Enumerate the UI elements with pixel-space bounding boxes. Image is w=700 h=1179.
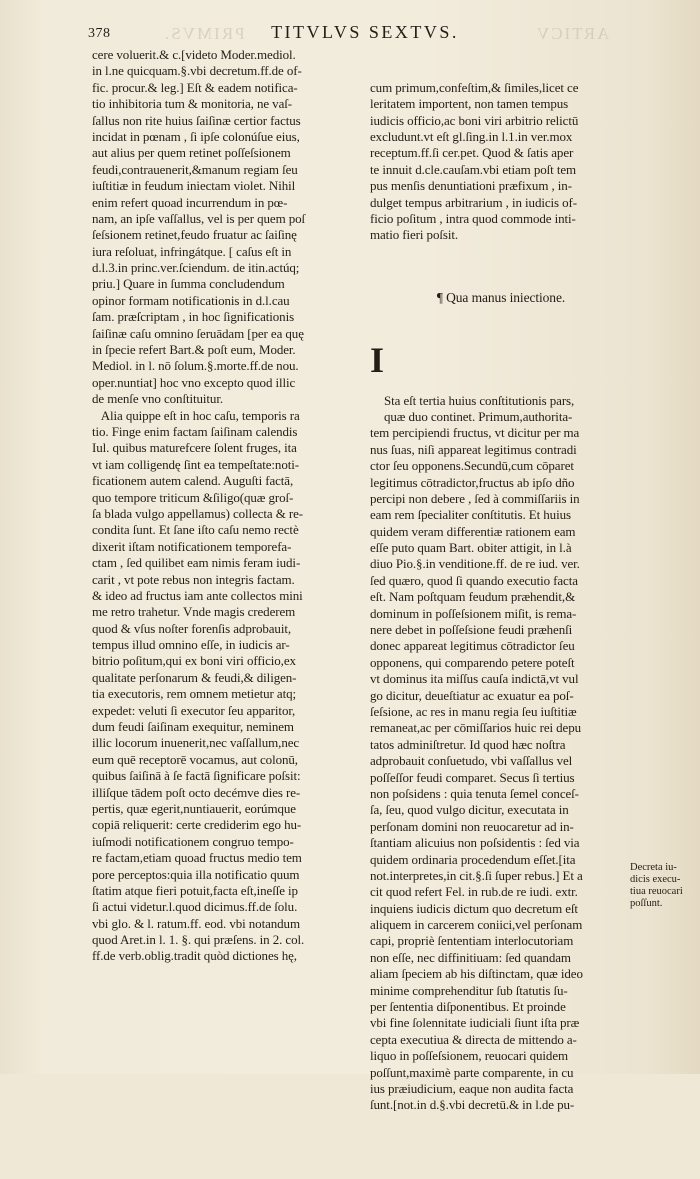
text-line: & ideo ad fructus iam ante collectos mini [92, 587, 303, 603]
text-line: aliam ſpeciem ab his diſtinctam, quæ ideo [370, 966, 583, 982]
text-line: go dicitur, deueſtiatur ac exuatur ea poſ- [370, 687, 574, 703]
text-line: leritatem importent, non tamen tempus [370, 96, 569, 112]
page-header [85, 22, 645, 44]
text-line: non eſſe, nec diffinitiuam: ſed quandam [370, 949, 571, 965]
text-line: receptum.ff.ſi cer.pet. Quod & ſatis aper [370, 145, 574, 161]
text-line: capi, propriè ſententiam interlocutoriam [370, 933, 574, 949]
text-line: opinor formam notificationis in d.l.cau [92, 292, 290, 308]
text-line: donec appareat legitimus cōtradictor ſeu [370, 638, 575, 654]
text-line: quidem ordinaria procedendum eſſet.[ita [370, 851, 576, 867]
text-line: quibus ſaiſinā à ſe factā ſignificare poſsit: [92, 768, 301, 784]
text-line: vt iam colligendę ſint ea tempeſtate:noti- [92, 456, 299, 472]
text-line: ius præiudicium, eaque non audita facta [370, 1080, 574, 1096]
text-line: aliquem in carcerem coniici,vel perſonam [370, 917, 583, 933]
text-line: illic locorum inuenerit,nec vaſſallum,nec [92, 735, 300, 751]
text-line: ſi actui videtur.l.quod dicimus.ff.de ſolu. [92, 899, 298, 915]
text-line: ſunt.[not.in d.§.vbi decretū.& in l.de pu- [370, 1097, 575, 1113]
text-line: vt dominus ita miſſus cauſa indictā,vt vul [370, 671, 579, 687]
left-text-column [92, 47, 354, 965]
text-line: nere debet in poſſeſsione feudi præhenſi [370, 622, 573, 638]
drop-cap: I [370, 340, 384, 381]
text-line: eam rem ſpecialiter conſtitutis. Et huius [370, 507, 571, 523]
text-line: aut alius per quem retinet poſſeſsionem [92, 145, 291, 161]
text-line: quidem veram differentiæ rationem eam [370, 523, 576, 539]
text-line: inquiens iudicis dictum quo decretum eſt [370, 900, 578, 916]
text-line: qualitate perſonarum & feudi,& diligen- [92, 669, 297, 685]
text-line: Iul. quibus maturefcere ſolent fruges, ita [92, 440, 297, 456]
text-line: tio inhibitoria tum & monitoria, ne vaſ- [92, 96, 292, 112]
text-line: iuſtitiæ in feudum iniectam violet. Nihil [92, 178, 296, 194]
text-line: ctam , ſed quilibet eam nimis feram iudi- [92, 555, 301, 571]
text-line: pus menſis denuntiationi præfixum , in- [370, 178, 572, 194]
text-line: percipi non debere , ſed à commiſſariis in [370, 490, 580, 506]
text-line: iuſmodi notificationem congruo tempo- [92, 833, 294, 849]
text-line: remaneat,ac per cōmiſſarios huic rei depu [370, 720, 582, 736]
text-line: dominum in poſſeſsionem miſit, is rema- [370, 605, 577, 621]
text-line: adprobauit conſuetudo, vbi vaſſallus vel [370, 753, 573, 769]
text-line: per ſententia diſponentibus. Et proinde [370, 999, 566, 1015]
text-line: in l.ne quicquam.§.vbi decretum.ff.de of- [92, 63, 302, 79]
text-line: dum feudi ſaiſinam exequitur, neminem [92, 719, 294, 735]
text-line: tia executoris, rem omnem metietur atq; [92, 686, 297, 702]
text-line: ſaiſinæ caſu omnino ſeruādam [per ea quę [92, 325, 304, 341]
section-body-text [370, 393, 632, 1114]
text-line: eum quē receptorē vocamus, aut colonū, [92, 751, 298, 767]
text-line: feudi,contrauenerit,&manum regiam ſeu [92, 161, 298, 177]
text-line: ſam. præſcriptam , in hoc ſignificationis [92, 309, 295, 325]
text-line: quod Aret.in l. 1. §. qui præſens. in 2. col. [92, 932, 305, 948]
text-line: ſallus non rite huius ſaiſinæ certior factus [92, 112, 301, 128]
text-line: tem percipiendi fructus, vt dicitur per ma [370, 425, 580, 441]
text-line: Sta eſt tertia huius conſtitutionis pars, [384, 392, 575, 408]
text-line: ff.de verb.oblig.tradit quòd dictiones hę, [92, 948, 297, 964]
text-line: vbi fine ſolennitate iudiciali ſiunt iſta præ [370, 1015, 580, 1031]
text-line: priu.] Quare in ſumma concludendum [92, 276, 285, 292]
text-line: quod & vſus noſter forenſis adprobauit, [92, 620, 292, 636]
text-line: oper.nuntiat] hoc vno excepto quod illic [92, 374, 296, 390]
text-line: tatos adminiſtretur. Id quod hæc noſtra [370, 736, 566, 752]
text-line: dulget tempus arbitrarium , in iudicis of- [370, 194, 578, 210]
text-line: cepta executiua & directa de mittendo a- [370, 1031, 577, 1047]
section-heading: ¶ Qua manus iniectione. [436, 289, 566, 305]
text-line: non poſsidens : quia tenuta ſemel conceſ- [370, 785, 579, 801]
text-line: ficationem autem calend. Auguſti factā, [92, 473, 294, 489]
text-line: liquo in poſſeſsionem, reuocari quidem [370, 1048, 569, 1064]
text-line: bitrio poſitum,qui ex boni viri officio,ex [92, 653, 296, 669]
bleed-through-title: ARTICV [535, 24, 610, 43]
text-line: fic. procur.& leg.] Eſt & eadem notifica- [92, 79, 298, 95]
text-line: matio fieri poſsit. [370, 227, 459, 243]
text-line: eſt. Nam poſtquam feudum præhendit,& [370, 589, 576, 605]
text-line: Alia quippe eſt in hoc caſu, temporis ra [92, 407, 300, 423]
text-line: minime comprehenditur ſub ſtatutis ſu- [370, 982, 568, 998]
text-line: me retro trahetur. Vnde magis crederem [92, 604, 296, 620]
text-line: enim refert quoad incurrendum in pœ- [92, 194, 288, 210]
text-line: tempus illud omnino eſſe, in iudicis ar- [92, 637, 290, 653]
text-line: perſonam domini non reuocaretur ad in- [370, 818, 574, 834]
text-line: cum primum,confeſtim,& ſimiles,licet ce [370, 79, 579, 95]
text-line: excludunt.vt eſt gl.ſing.in l.1.in ver.mox [370, 128, 573, 144]
marginal-note: Decreta iu- dicis execu- tiua reuocari poſſunt. [630, 862, 683, 909]
text-line: poſſeſſor feudi comparet. Secus ſi tertius [370, 769, 575, 785]
text-line: nus ſuas, niſi appareat legitimus contradi [370, 441, 577, 457]
text-line: ſeſsionem retinet,feudo fruatur ac ſaiſinę [92, 227, 297, 243]
text-line: condita ſunt. Et ſane iſto caſu nemo rectè [92, 522, 299, 538]
text-line: re factam,etiam quoad fructus medio tem [92, 850, 302, 866]
text-line: poſſunt,maximè parte comparente, in cu [370, 1064, 574, 1080]
text-line: not.interpretes,in cit.§.ſi ſuper rebus.] Et a [370, 867, 583, 883]
text-line: tio. Finge enim factam ſaiſinam calendis [92, 423, 298, 439]
text-line: quo tempore triticum &ſiligo(quæ groſ- [92, 489, 294, 505]
text-line: carit , vt pote rebus non integris factam. [92, 571, 295, 587]
text-line: ſtatim atque fieri potuit,facta eſt,ineſſe ip [92, 882, 298, 898]
text-line: in ſpecie refert Bart.& poſt eum, Moder. [92, 342, 296, 358]
text-line: pore perceptos:quia illa notificatio quum [92, 866, 300, 882]
section-paragraph [370, 340, 632, 1146]
text-line: vbi glo. & l. ratum.ff. eod. vbi notandum [92, 915, 300, 931]
text-line: copiā reliquerit: certe crediderim ego hu- [92, 817, 302, 833]
text-line: Mediol. in l. nō ſolum.§.morte.ff.de nou. [92, 358, 299, 374]
text-line: incidat in pœnam , ſi ipſe colonúſue eius, [92, 128, 300, 144]
text-line: cit quod refert Fel. in rub.de re iudi. extr. [370, 884, 578, 900]
text-line: nam, an ipſe vaſſallus, vel is per quem poſ [92, 210, 306, 226]
text-line: te innuit d.cle.cauſam.vbi etiam poſt tem [370, 161, 577, 177]
text-line: eſſe puto quam Bart. obiter attigit, in l.à [370, 540, 572, 556]
right-text-column [370, 47, 632, 1179]
text-line: ficio poſitum , intra quod commode inti- [370, 210, 576, 226]
text-line: ſed quæro, quod ſi quando executio facta [370, 572, 578, 588]
text-line: de menſe vno conſtituitur. [92, 391, 223, 407]
text-line: cere voluerit.& c.[videto Moder.mediol. [92, 47, 296, 62]
text-line: illiſque tādem poſt octo decémve dies re- [92, 784, 301, 800]
text-line: quæ duo continet. Primum,authorita- [384, 408, 573, 424]
text-line: legitimus cōtradictor,fructus ab ipſo dño [370, 474, 575, 490]
text-line: ſtantiam alicuius non poſsidentis : ſed via [370, 835, 580, 851]
page-number: 378 [88, 26, 111, 41]
bleed-through-title: PRIMVS. [163, 24, 245, 43]
text-line: iudicis officio,ac boni viri arbitrio relictū [370, 112, 579, 128]
text-line: diuo Pio.§.in venditione.ff. de re iud. ver. [370, 556, 580, 572]
running-title: TITVLVS SEXTVS. [271, 22, 459, 42]
text-line: ctor ſeu opponens.Secundū,cum cōparet [370, 458, 574, 474]
text-line: dixerit iſtam notificationem temporefa- [92, 538, 292, 554]
text-line: d.l.3.in princ.ver.ſciendum. de itin.actúq; [92, 260, 300, 276]
text-line: ſa, ſeu, quod vulgo dicitur, executata in [370, 802, 569, 818]
text-line: expedet: veluti ſi executor ſeu apparitor, [92, 702, 296, 718]
text-line: opponens, qui comparendo petere poteſt [370, 654, 575, 670]
text-line: pertis, quæ egerit,nuntiauerit, eorúmque [92, 800, 296, 816]
text-line: ſa blada vulgo appellamus) collecta & re- [92, 505, 304, 521]
text-line: ſeſsione, ac res in manu regia ſeu iuſtitiæ [370, 703, 577, 719]
text-line: iura reſoluat, infringátque. [ caſus eſt in [92, 243, 292, 259]
right-column-continuation [370, 80, 632, 244]
